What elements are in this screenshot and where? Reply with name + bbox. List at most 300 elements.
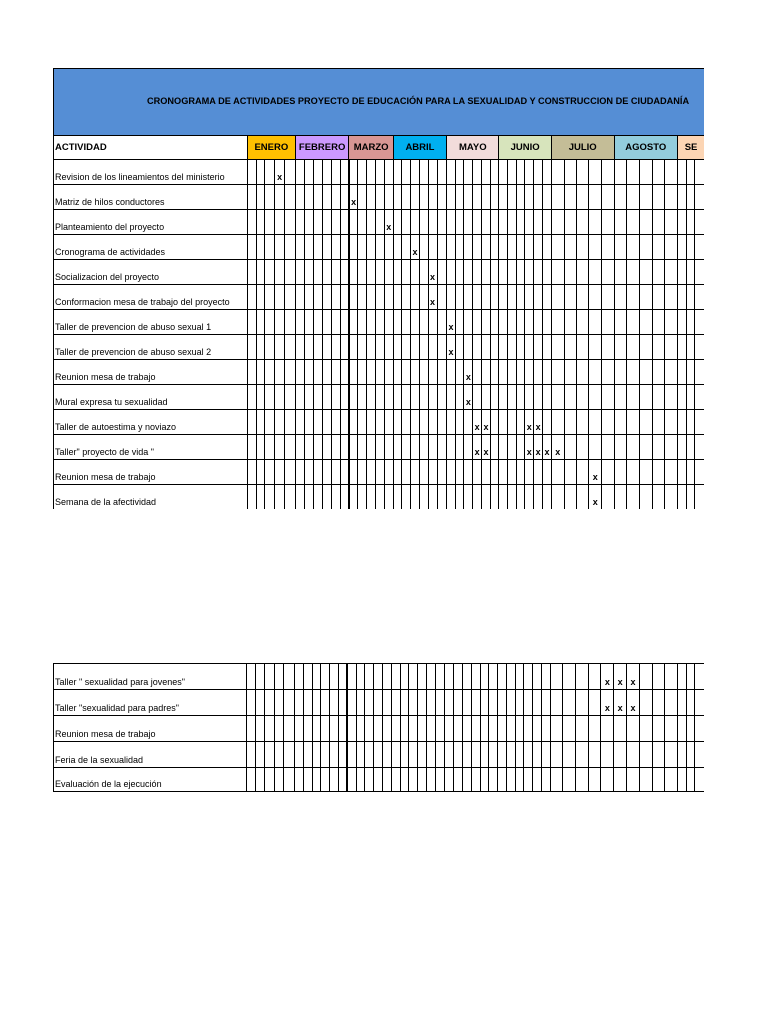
schedule-cell: [347, 716, 356, 742]
schedule-cell: [265, 185, 275, 210]
schedule-cell: [602, 410, 614, 435]
schedule-cell: [256, 460, 265, 485]
schedule-mark: x: [464, 360, 473, 385]
schedule-cell: [480, 768, 489, 792]
schedule-cell: [614, 460, 627, 485]
schedule-cell: [312, 716, 321, 742]
schedule-cell: [652, 460, 665, 485]
schedule-cell: [614, 360, 627, 385]
schedule-mark: x: [601, 690, 614, 716]
schedule-cell: [393, 335, 402, 360]
schedule-cell: [304, 185, 313, 210]
schedule-cell: [376, 210, 385, 235]
schedule-cell: [602, 160, 614, 185]
schedule-cell: [331, 185, 340, 210]
schedule-cell: [665, 460, 678, 485]
schedule-cell: [304, 335, 313, 360]
month-header-julio: JULIO: [551, 136, 614, 160]
schedule-cell: [508, 435, 517, 460]
schedule-cell: [627, 285, 640, 310]
schedule-cell: [508, 460, 517, 485]
schedule-cell: [322, 210, 331, 235]
schedule-cell: [489, 664, 498, 690]
schedule-cell: [516, 410, 525, 435]
schedule-cell: [695, 335, 704, 360]
schedule-cell: [367, 485, 376, 509]
schedule-cell: [695, 235, 704, 260]
schedule-cell: [367, 385, 376, 410]
schedule-cell: [437, 310, 447, 335]
schedule-cell: [402, 335, 411, 360]
schedule-cell: [367, 185, 376, 210]
schedule-cell: [340, 185, 349, 210]
header-row: [54, 136, 705, 160]
schedule-mark: x: [534, 435, 543, 460]
schedule-cell: [437, 235, 447, 260]
schedule-cell: [652, 160, 665, 185]
schedule-cell: [447, 160, 456, 185]
schedule-cell: [543, 360, 552, 385]
schedule-cell: [284, 690, 295, 716]
schedule-cell: [534, 310, 543, 335]
schedule-cell: [265, 260, 275, 285]
table-row: [54, 385, 705, 410]
schedule-cell: [639, 742, 652, 768]
schedule-cell: [285, 310, 296, 335]
schedule-cell: [677, 768, 686, 792]
schedule-cell: [524, 742, 533, 768]
schedule-mark: x: [525, 410, 534, 435]
schedule-cell: [304, 360, 313, 385]
schedule-cell: [639, 664, 652, 690]
schedule-cell: [541, 742, 550, 768]
schedule-cell: [564, 235, 576, 260]
schedule-cell: [247, 310, 256, 335]
schedule-cell: [665, 285, 678, 310]
schedule-mark: x: [627, 664, 640, 690]
schedule-cell: [563, 664, 576, 690]
schedule-cell: [665, 690, 678, 716]
schedule-cell: [464, 160, 473, 185]
schedule-cell: [589, 410, 602, 435]
schedule-cell: [589, 285, 602, 310]
schedule-cell: [564, 335, 576, 360]
schedule-cell: [304, 310, 313, 335]
schedule-cell: [551, 260, 564, 285]
schedule-cell: [402, 460, 411, 485]
schedule-cell: [678, 435, 687, 460]
schedule-cell: [652, 360, 665, 385]
schedule-cell: [525, 385, 534, 410]
schedule-cell: [447, 235, 456, 260]
schedule-cell: [367, 260, 376, 285]
schedule-cell: [376, 235, 385, 260]
schedule-cell: [321, 742, 330, 768]
schedule-cell: [265, 210, 275, 235]
schedule-cell: [339, 716, 348, 742]
schedule-cell: [516, 160, 525, 185]
table-row: [54, 410, 705, 435]
schedule-cell: [426, 664, 435, 690]
schedule-cell: [695, 410, 704, 435]
schedule-cell: [577, 260, 589, 285]
schedule-cell: [454, 690, 463, 716]
schedule-cell: [614, 335, 627, 360]
schedule-cell: [506, 742, 515, 768]
schedule-cell: [247, 768, 256, 792]
schedule-cell: [331, 160, 340, 185]
schedule-cell: [480, 716, 489, 742]
schedule-cell: [543, 160, 552, 185]
schedule-cell: [639, 435, 652, 460]
schedule-cell: [437, 460, 447, 485]
schedule-cell: [577, 435, 589, 460]
schedule-cell: [601, 742, 614, 768]
schedule-cell: [356, 664, 365, 690]
schedule-cell: [506, 690, 515, 716]
schedule-cell: [285, 385, 296, 410]
schedule-cell: [534, 260, 543, 285]
schedule-cell: [665, 160, 678, 185]
schedule-cell: [435, 664, 445, 690]
schedule-cell: [614, 160, 627, 185]
schedule-cell: [589, 335, 602, 360]
schedule-cell: [614, 310, 627, 335]
schedule-cell: [340, 260, 349, 285]
schedule-cell: [506, 716, 515, 742]
schedule-cell: [508, 160, 517, 185]
schedule-cell: [516, 285, 525, 310]
schedule-cell: [426, 768, 435, 792]
schedule-cell: [376, 160, 385, 185]
schedule-cell: [665, 335, 678, 360]
activity-label: Planteamiento del proyecto: [54, 210, 248, 235]
schedule-cell: [686, 460, 695, 485]
schedule-cell: [525, 235, 534, 260]
schedule-cell: [437, 285, 447, 310]
schedule-cell: [499, 360, 508, 385]
schedule-cell: [321, 690, 330, 716]
schedule-cell: [455, 210, 464, 235]
schedule-cell: [419, 235, 428, 260]
schedule-cell: [695, 310, 704, 335]
title-banner: [53, 68, 704, 135]
schedule-cell: [339, 664, 348, 690]
schedule-cell: [247, 160, 256, 185]
schedule-cell: [639, 235, 652, 260]
schedule-cell: [428, 460, 437, 485]
schedule-cell: [627, 310, 640, 335]
schedule-cell: [322, 235, 331, 260]
schedule-cell: [265, 285, 275, 310]
schedule-cell: [534, 360, 543, 385]
schedule-cell: [391, 690, 400, 716]
schedule-cell: [367, 410, 376, 435]
table-row: [54, 435, 705, 460]
schedule-cell: [247, 485, 256, 509]
schedule-cell: [499, 310, 508, 335]
schedule-cell: [295, 360, 304, 385]
schedule-cell: [602, 360, 614, 385]
schedule-cell: [264, 690, 274, 716]
schedule-cell: [304, 210, 313, 235]
schedule-cell: [471, 690, 480, 716]
schedule-cell: [303, 716, 312, 742]
schedule-cell: [428, 310, 437, 335]
schedule-cell: [695, 664, 704, 690]
schedule-cell: [437, 360, 447, 385]
schedule-cell: [678, 335, 687, 360]
schedule-cell: [264, 716, 274, 742]
schedule-cell: [374, 664, 383, 690]
schedule-cell: [411, 410, 420, 435]
schedule-cell: [473, 335, 482, 360]
schedule-cell: [411, 285, 420, 310]
month-header-se: SE: [678, 136, 704, 160]
schedule-cell: [384, 285, 393, 310]
schedule-cell: [686, 160, 695, 185]
schedule-cell: [564, 210, 576, 235]
schedule-cell: [247, 716, 256, 742]
schedule-cell: [411, 335, 420, 360]
schedule-cell: [393, 260, 402, 285]
schedule-cell: [365, 690, 374, 716]
schedule-cell: [639, 385, 652, 410]
schedule-cell: [376, 285, 385, 310]
schedule-cell: [358, 260, 367, 285]
schedule-cell: [367, 235, 376, 260]
schedule-cell: [455, 235, 464, 260]
schedule-cell: [428, 235, 437, 260]
schedule-cell: [347, 742, 356, 768]
schedule-cell: [437, 210, 447, 235]
schedule-cell: [576, 664, 589, 690]
activity-column-header: ACTIVIDAD: [54, 136, 248, 160]
schedule-cell: [428, 360, 437, 385]
schedule-cell: [321, 768, 330, 792]
schedule-cell: [665, 742, 678, 768]
schedule-cell: [471, 768, 480, 792]
schedule-cell: [588, 742, 601, 768]
schedule-cell: [627, 485, 640, 509]
schedule-cell: [576, 742, 589, 768]
schedule-cell: [551, 385, 564, 410]
schedule-cell: [614, 410, 627, 435]
schedule-mark: x: [428, 285, 437, 310]
schedule-cell: [551, 285, 564, 310]
schedule-cell: [400, 664, 409, 690]
schedule-cell: [358, 460, 367, 485]
schedule-cell: [275, 485, 285, 509]
table-row: [54, 335, 705, 360]
schedule-cell: [365, 664, 374, 690]
schedule-cell: [551, 460, 564, 485]
schedule-cell: [400, 742, 409, 768]
schedule-cell: [265, 310, 275, 335]
schedule-cell: [614, 235, 627, 260]
schedule-cell: [356, 768, 365, 792]
schedule-cell: [447, 385, 456, 410]
schedule-cell: [543, 310, 552, 335]
schedule-cell: [462, 716, 471, 742]
table-row: [54, 160, 705, 185]
schedule-cell: [295, 210, 304, 235]
schedule-cell: [376, 185, 385, 210]
schedule-cell: [462, 690, 471, 716]
schedule-cell: [577, 485, 589, 509]
schedule-cell: [384, 485, 393, 509]
schedule-mark: x: [275, 160, 285, 185]
schedule-cell: [382, 664, 391, 690]
schedule-cell: [541, 716, 550, 742]
schedule-mark: x: [614, 690, 627, 716]
schedule-cell: [564, 460, 576, 485]
schedule-cell: [330, 690, 339, 716]
schedule-cell: [665, 360, 678, 385]
schedule-cell: [508, 260, 517, 285]
schedule-cell: [356, 690, 365, 716]
schedule-cell: [384, 385, 393, 410]
schedule-cell: [428, 185, 437, 210]
schedule-cell: [393, 485, 402, 509]
schedule-cell: [295, 235, 304, 260]
activity-label: Taller" proyecto de vida ": [54, 435, 248, 460]
schedule-cell: [678, 260, 687, 285]
schedule-cell: [330, 742, 339, 768]
schedule-cell: [686, 285, 695, 310]
schedule-cell: [455, 285, 464, 310]
schedule-cell: [411, 435, 420, 460]
schedule-cell: [340, 485, 349, 509]
schedule-cell: [322, 185, 331, 210]
schedule-cell: [437, 260, 447, 285]
schedule-cell: [508, 360, 517, 385]
schedule-cell: [563, 716, 576, 742]
schedule-cell: [490, 485, 499, 509]
schedule-cell: [322, 410, 331, 435]
schedule-cell: [482, 235, 491, 260]
schedule-cell: [564, 360, 576, 385]
schedule-cell: [265, 410, 275, 435]
schedule-cell: [652, 485, 665, 509]
schedule-cell: [321, 716, 330, 742]
schedule-cell: [349, 435, 358, 460]
schedule-cell: [274, 664, 284, 690]
schedule-cell: [455, 185, 464, 210]
activity-label: Evaluación de la ejecución: [54, 768, 247, 792]
schedule-cell: [602, 260, 614, 285]
schedule-mark: x: [464, 385, 473, 410]
schedule-cell: [358, 235, 367, 260]
schedule-cell: [652, 690, 665, 716]
schedule-cell: [678, 460, 687, 485]
schedule-mark: x: [473, 435, 482, 460]
schedule-cell: [437, 385, 447, 410]
schedule-cell: [525, 485, 534, 509]
schedule-cell: [627, 768, 640, 792]
schedule-cell: [589, 435, 602, 460]
schedule-cell: [247, 335, 256, 360]
schedule-cell: [482, 335, 491, 360]
schedule-cell: [454, 664, 463, 690]
schedule-cell: [393, 360, 402, 385]
schedule-cell: [602, 285, 614, 310]
schedule-cell: [601, 716, 614, 742]
schedule-cell: [533, 742, 542, 768]
schedule-cell: [686, 210, 695, 235]
schedule-cell: [614, 435, 627, 460]
schedule-cell: [665, 485, 678, 509]
schedule-cell: [447, 210, 456, 235]
schedule-cell: [489, 768, 498, 792]
schedule-cell: [577, 460, 589, 485]
schedule-cell: [627, 260, 640, 285]
schedule-cell: [393, 210, 402, 235]
schedule-cell: [695, 716, 704, 742]
schedule-cell: [602, 435, 614, 460]
schedule-cell: [686, 664, 695, 690]
table-row: [54, 716, 705, 742]
schedule-cell: [384, 185, 393, 210]
schedule-cell: [340, 335, 349, 360]
schedule-cell: [550, 716, 563, 742]
schedule-cell: [402, 385, 411, 410]
schedule-cell: [516, 310, 525, 335]
schedule-cell: [652, 664, 665, 690]
schedule-cell: [340, 285, 349, 310]
schedule-cell: [322, 385, 331, 410]
schedule-cell: [447, 460, 456, 485]
schedule-cell: [473, 460, 482, 485]
schedule-cell: [588, 716, 601, 742]
schedule-mark: x: [589, 460, 602, 485]
schedule-cell: [695, 185, 704, 210]
schedule-cell: [490, 285, 499, 310]
schedule-cell: [313, 435, 322, 460]
schedule-cell: [247, 360, 256, 385]
schedule-cell: [303, 742, 312, 768]
schedule-cell: [525, 285, 534, 310]
schedule-cell: [382, 768, 391, 792]
schedule-cell: [247, 235, 256, 260]
schedule-cell: [376, 360, 385, 385]
schedule-cell: [285, 360, 296, 385]
schedule-cell: [295, 664, 304, 690]
schedule-cell: [551, 335, 564, 360]
schedule-cell: [256, 385, 265, 410]
schedule-cell: [550, 690, 563, 716]
schedule-cell: [695, 435, 704, 460]
schedule-cell: [473, 385, 482, 410]
schedule-cell: [695, 385, 704, 410]
schedule-cell: [482, 285, 491, 310]
schedule-cell: [464, 185, 473, 210]
schedule-cell: [577, 285, 589, 310]
schedule-cell: [274, 742, 284, 768]
schedule-cell: [256, 435, 265, 460]
schedule-mark: x: [589, 485, 602, 509]
schedule-cell: [265, 360, 275, 385]
schedule-cell: [577, 235, 589, 260]
schedule-cell: [665, 210, 678, 235]
schedule-cell: [508, 285, 517, 310]
schedule-cell: [508, 485, 517, 509]
schedule-cell: [256, 410, 265, 435]
schedule-cell: [524, 690, 533, 716]
schedule-cell: [686, 410, 695, 435]
schedule-cell: [639, 460, 652, 485]
schedule-cell: [506, 768, 515, 792]
